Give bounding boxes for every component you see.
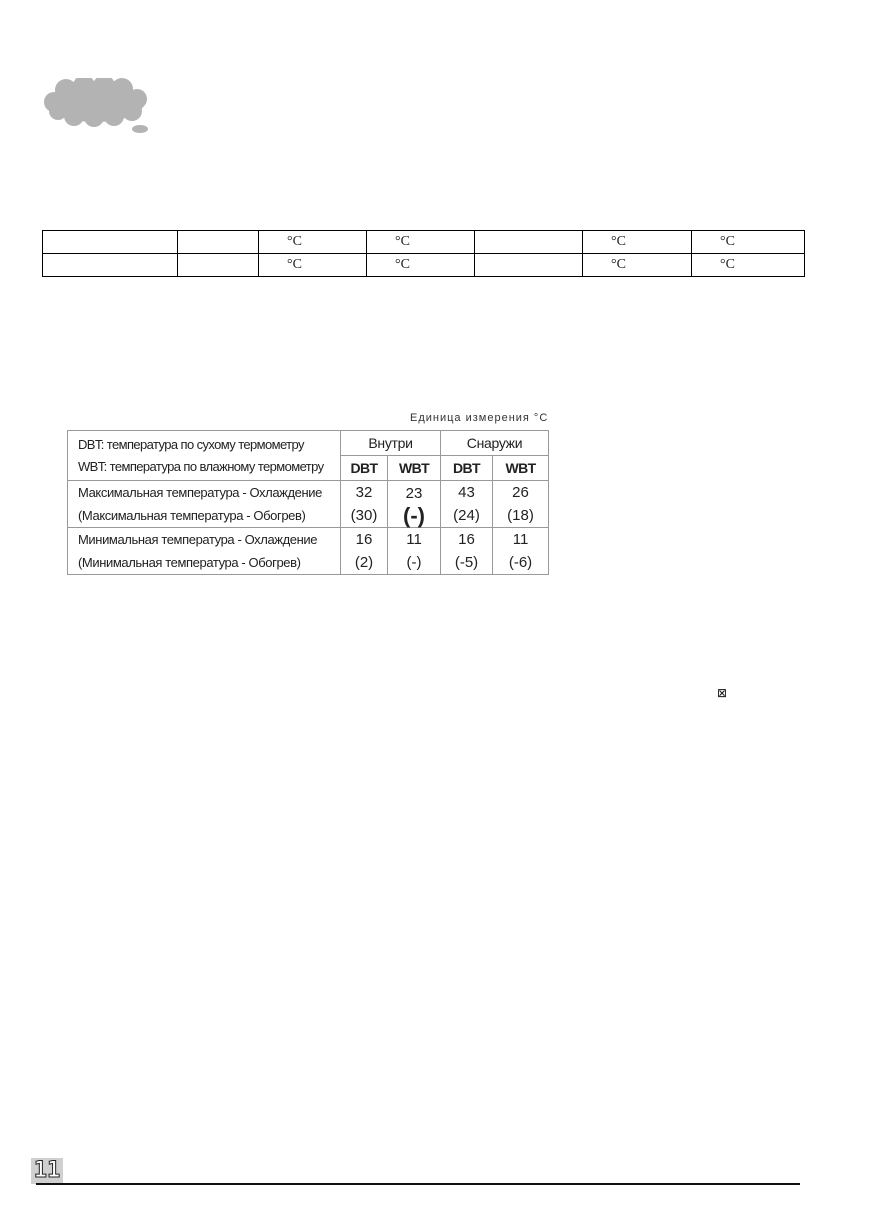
footer-divider	[36, 1183, 800, 1185]
min-in-wbt-cell: 11 (-)	[388, 528, 441, 575]
missing-glyph-icon: ⊠	[717, 686, 728, 700]
spec-table	[42, 230, 805, 277]
table-cell	[178, 254, 259, 277]
legend-wbt: WBT: температура по влажному термометру	[78, 458, 324, 474]
max-heat-label: (Максимальная температура - Обогрев)	[78, 508, 306, 523]
table-row	[68, 481, 549, 528]
table-row	[68, 431, 549, 456]
max-in-wbt-cell: 23 (-)	[388, 481, 441, 528]
header-out-dbt: DBT	[441, 456, 493, 481]
table-cell: °C	[259, 254, 367, 277]
table-cell: °C	[692, 254, 805, 277]
table-row	[68, 528, 549, 575]
unit-label: Единица измерения °C	[410, 412, 549, 424]
min-label-cell	[68, 528, 341, 575]
max-out-wbt-cell: 26 (18)	[493, 481, 549, 528]
max-in-dbt-cell: 32 (30)	[341, 481, 388, 528]
table-row	[43, 231, 805, 254]
cloud-heading-icon	[40, 78, 152, 136]
header-outside: Снаружи	[441, 431, 549, 456]
table-cell	[43, 231, 178, 254]
min-in-dbt-cell: 16 (2)	[341, 528, 388, 575]
max-out-dbt-cell: 43 (24)	[441, 481, 493, 528]
table-cell: °C	[583, 231, 692, 254]
max-cool-label: Максимальная температура - Охлаждение	[78, 485, 322, 500]
table-cell	[475, 254, 583, 277]
legend-dbt: DBT: температура по сухому термометру	[78, 436, 304, 452]
legend-cell	[68, 431, 341, 481]
table-cell: °C	[583, 254, 692, 277]
header-in-wbt: WBT	[388, 456, 441, 481]
header-inside: Внутри	[341, 431, 441, 456]
min-cool-label: Минимальная температура - Охлаждение	[78, 532, 318, 547]
table-cell	[43, 254, 178, 277]
table-cell: °C	[367, 254, 475, 277]
max-label-cell	[68, 481, 341, 528]
header-in-dbt: DBT	[341, 456, 388, 481]
table-cell	[475, 231, 583, 254]
table-cell: °C	[259, 231, 367, 254]
operating-range-table	[67, 430, 549, 575]
page-number: 11	[31, 1158, 63, 1184]
table-cell: °C	[692, 231, 805, 254]
table-cell: °C	[367, 231, 475, 254]
table-cell	[178, 231, 259, 254]
header-out-wbt: WBT	[493, 456, 549, 481]
min-out-dbt-cell: 16 (-5)	[441, 528, 493, 575]
table-row	[43, 254, 805, 277]
min-heat-label: (Минимальная температура - Обогрев)	[78, 555, 301, 570]
min-out-wbt-cell: 11 (-6)	[493, 528, 549, 575]
